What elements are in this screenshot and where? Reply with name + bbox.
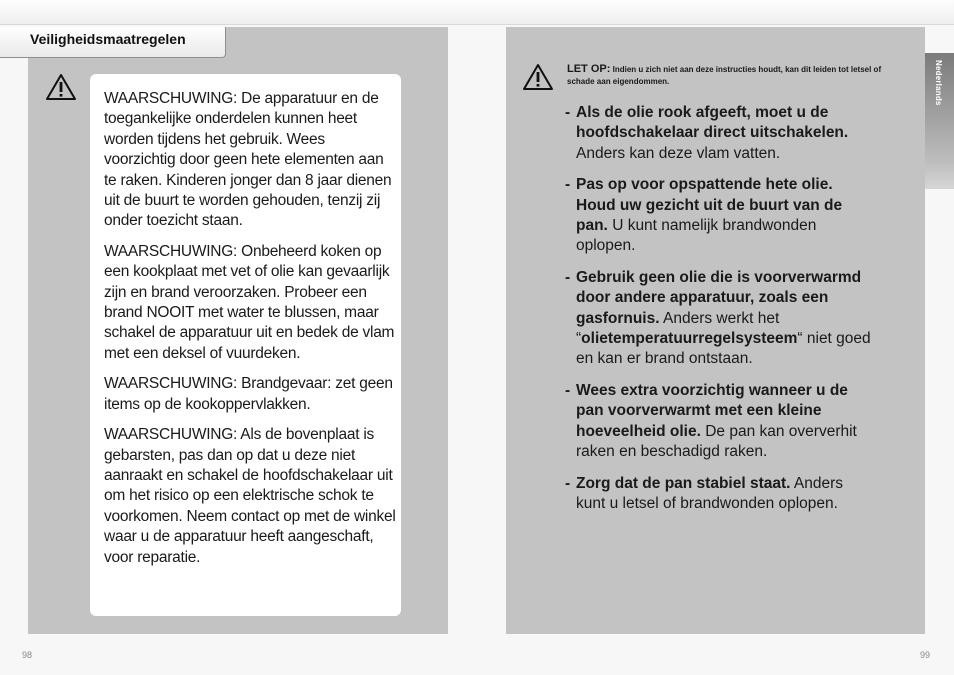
caution-label: LET OP: [567,63,611,75]
bullet-bold-inline: olietemperatuurregelsysteem [581,330,798,348]
bullet-dash: - [565,176,571,194]
list-item [565,474,875,515]
list-item [565,381,875,463]
warning-triangle-icon [45,73,77,101]
page-number-left: 98 [22,650,33,660]
warning-paragraph: WAARSCHUWING: Als de bovenplaat is gebarsten, pas dan op dat u deze niet aanraakt en schakel de hoofdschakelaar uit om het risico op een elektrische schok te voorkomen. Neem contact op met de winkel waar u de apparatuur heeft aangeschaft, voor reparatie. [104,426,396,566]
bullet-bold: Als de olie rook afgeeft, moet u de hoofdschakelaar direct uitschakelen. [576,104,849,142]
bullet-bold: Zorg dat de pan stabiel staat. [576,474,791,492]
bullet-text: U kunt namelijk brandwonden oplopen. [576,217,817,255]
bullet-bold: Wees extra voorzichtig wanneer u de pan voorverwarmt met een kleine hoeveelheid olie. [576,381,848,440]
bullet-dash: - [565,268,571,286]
list-item [565,175,875,257]
bullet-text: Anders kunt u letsel of brandwonden oplopen. [576,474,844,512]
warning-paragraph: WAARSCHUWING: Brandgevaar: zet geen items op de kookoppervlakken. [104,375,393,413]
precaution-list [565,103,875,525]
warning-box [90,74,401,616]
bullet-text: De pan kan oververhit raken en beschadigd raken. [576,422,857,461]
bullet-dash: - [565,474,571,492]
list-item [565,103,875,164]
language-label: Nederlands [934,60,943,106]
bullet-dash: - [565,104,571,121]
bullet-bold: Gebruik geen olie die is voorverwarmd door andere apparatuur, zoals een gasfornuis. [576,268,862,327]
bullet-text: “ niet goed en kan er brand ontstaan. [576,330,871,368]
list-item [565,268,875,370]
language-side-tab [925,53,954,189]
warning-paragraph: WAARSCHUWING: Onbeheerd koken op een kookplaat met vet of olie kan gevaarlijk zijn en brand veroorzaken. Probeer een brand NOOIT met water te blussen, maar schakel de apparatuur uit en bedek de vlam met een deksel of vuurdeken. [104,242,395,362]
caution-text: Indien u zich niet aan deze instructies houdt, kan dit leiden tot letsel of schade aan eigendommen. [567,65,882,86]
section-tab [0,27,226,58]
bullet-text: Anders kan deze vlam vatten. [576,144,781,162]
caution-note [567,63,885,88]
bullet-dash: - [565,381,571,399]
section-title: Veiligheidsmaatregelen [30,31,186,47]
top-band [0,0,954,25]
bullet-text: Anders werkt het “ [576,309,780,348]
page-number-right: 99 [920,650,931,660]
warning-paragraph: WAARSCHUWING: De apparatuur en de toegankelijke onderdelen kunnen heet worden tijdens het gebruik. Wees voorzichtig door geen hete elementen aan te raken. Kinderen jonger dan 8 jaar dienen uit de buurt te worden gehouden, tenzij zij onder toezicht staan. [104,90,392,230]
caution-triangle-icon [522,63,554,91]
bullet-bold: Pas op voor opspattende hete olie. Houd uw gezicht uit de buurt van de pan. [576,176,843,235]
